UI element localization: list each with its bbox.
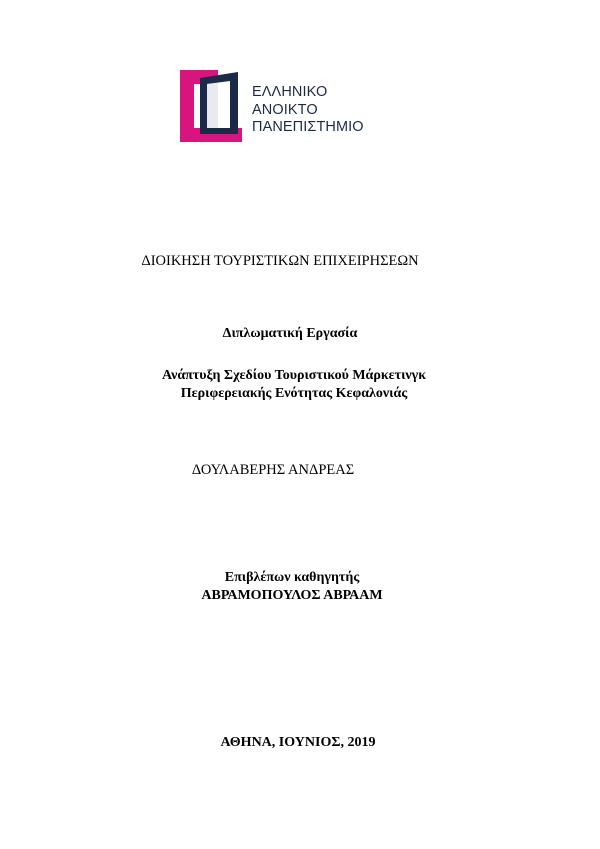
school-name: ΔΙΟΙΚΗΣΗ ΤΟΥΡΙΣΤΙΚΩΝ ΕΠΙΧΕΙΡΗΣΕΩΝ	[141, 253, 419, 269]
thesis-type: Διπλωματική Εργασία	[222, 326, 358, 341]
place-and-date: ΑΘΗΝΑ, ΙΟΥΝΙΟΣ, 2019	[220, 735, 376, 750]
thesis-title-line-2: Περιφερειακής Ενότητας Κεφαλονιάς	[180, 386, 408, 401]
university-emblem-icon	[180, 70, 242, 142]
supervisor-name: ΑΒΡΑΜΟΠΟΥΛΟΣ ΑΒΡΑΑΜ	[201, 588, 383, 603]
supervisor-label: Επιβλέπων καθηγητής	[224, 570, 360, 585]
logo-line-3: ΠΑΝΕΠΙΣΤΗΜΙΟ	[252, 119, 364, 135]
university-logo	[180, 70, 380, 142]
logo-wordmark	[252, 84, 364, 137]
thesis-title-line-1: Ανάπτυξη Σχεδίου Τουριστικού Μάρκετινγκ	[162, 368, 426, 383]
logo-line-2: ΑΝΟΙΚΤΟ	[252, 101, 318, 118]
logo-line-1: ΕΛΛΗΝΙΚΟ	[252, 84, 328, 100]
author-name: ΔΟΥΛΑΒΕΡΗΣ ΑΝΔΡΕΑΣ	[191, 462, 355, 478]
